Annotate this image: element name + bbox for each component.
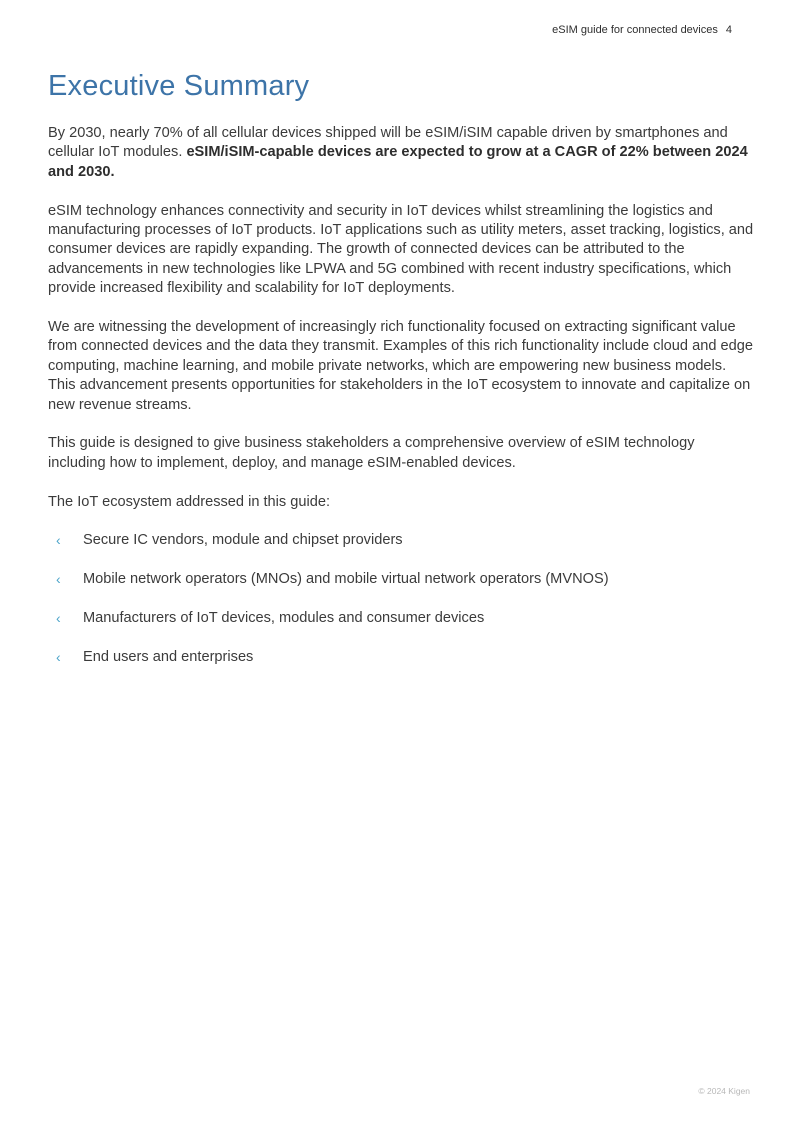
- list-item-text: Secure IC vendors, module and chipset providers: [83, 532, 403, 549]
- body-text: [48, 124, 754, 687]
- list-item-text: End users and enterprises: [83, 648, 254, 665]
- copyright-footer: © 2024 Kigen: [698, 1086, 750, 1096]
- paragraph-ecosystem-intro: The IoT ecosystem addressed in this guide:: [48, 493, 331, 510]
- list-item: [48, 570, 754, 589]
- list-item: [48, 609, 754, 628]
- list-item: [48, 531, 754, 550]
- document-title: eSIM guide for connected devices: [552, 24, 718, 36]
- chevron-left-icon: ‹: [56, 532, 61, 549]
- list-item: [48, 648, 754, 667]
- page-number: 4: [725, 24, 732, 36]
- paragraph-technology: eSIM technology enhances connectivity and security in IoT devices whilst streamlining the logistics and manufacturing processes of IoT products. IoT applications such as utility meters, asset tracking, logistics, and consumer devices are rapidly expanding. The growth of connected devices can be attributed to the advancements in new technologies like LPWA and 5G combined with recent industry specifications, which provide increased flexibility and scalability for IoT deployments.: [48, 202, 754, 297]
- list-item-text: Mobile network operators (MNOs) and mobile virtual network operators (MVNOS): [83, 571, 609, 588]
- chevron-left-icon: ‹: [56, 610, 61, 627]
- ecosystem-list: [48, 531, 754, 667]
- chevron-left-icon: ‹: [56, 571, 61, 588]
- page-header: [552, 24, 732, 36]
- paragraph-guide-purpose: This guide is designed to give business stakeholders a comprehensive overview of eSIM technology including how to implement, deploy, and manage eSIM-enabled devices.: [48, 435, 695, 471]
- list-item-text: Manufacturers of IoT devices, modules and consumer devices: [83, 610, 485, 627]
- paragraph-functionality: We are witnessing the development of increasingly rich functionality focused on extracting significant value from connected devices and the data they transmit. Examples of this rich functionality include cloud and edge computing, machine learning, and mobile private networks, which are empowering new business models. This advancement presents opportunities for stakeholders in the IoT ecosystem to innovate and capitalize on new revenue streams.: [48, 319, 753, 413]
- chevron-left-icon: ‹: [56, 648, 61, 665]
- intro-text: By 2030, nearly 70% of all cellular devices shipped will be eSIM/iSIM capable driven by smartphones and cellular IoT modules.: [48, 125, 728, 161]
- paragraph-intro: [48, 124, 754, 182]
- intro-highlight: eSIM/iSIM-capable devices are expected to grow at a CAGR of 22% between 2024 and 2030.: [48, 144, 748, 180]
- page-title: Executive Summary: [48, 70, 310, 102]
